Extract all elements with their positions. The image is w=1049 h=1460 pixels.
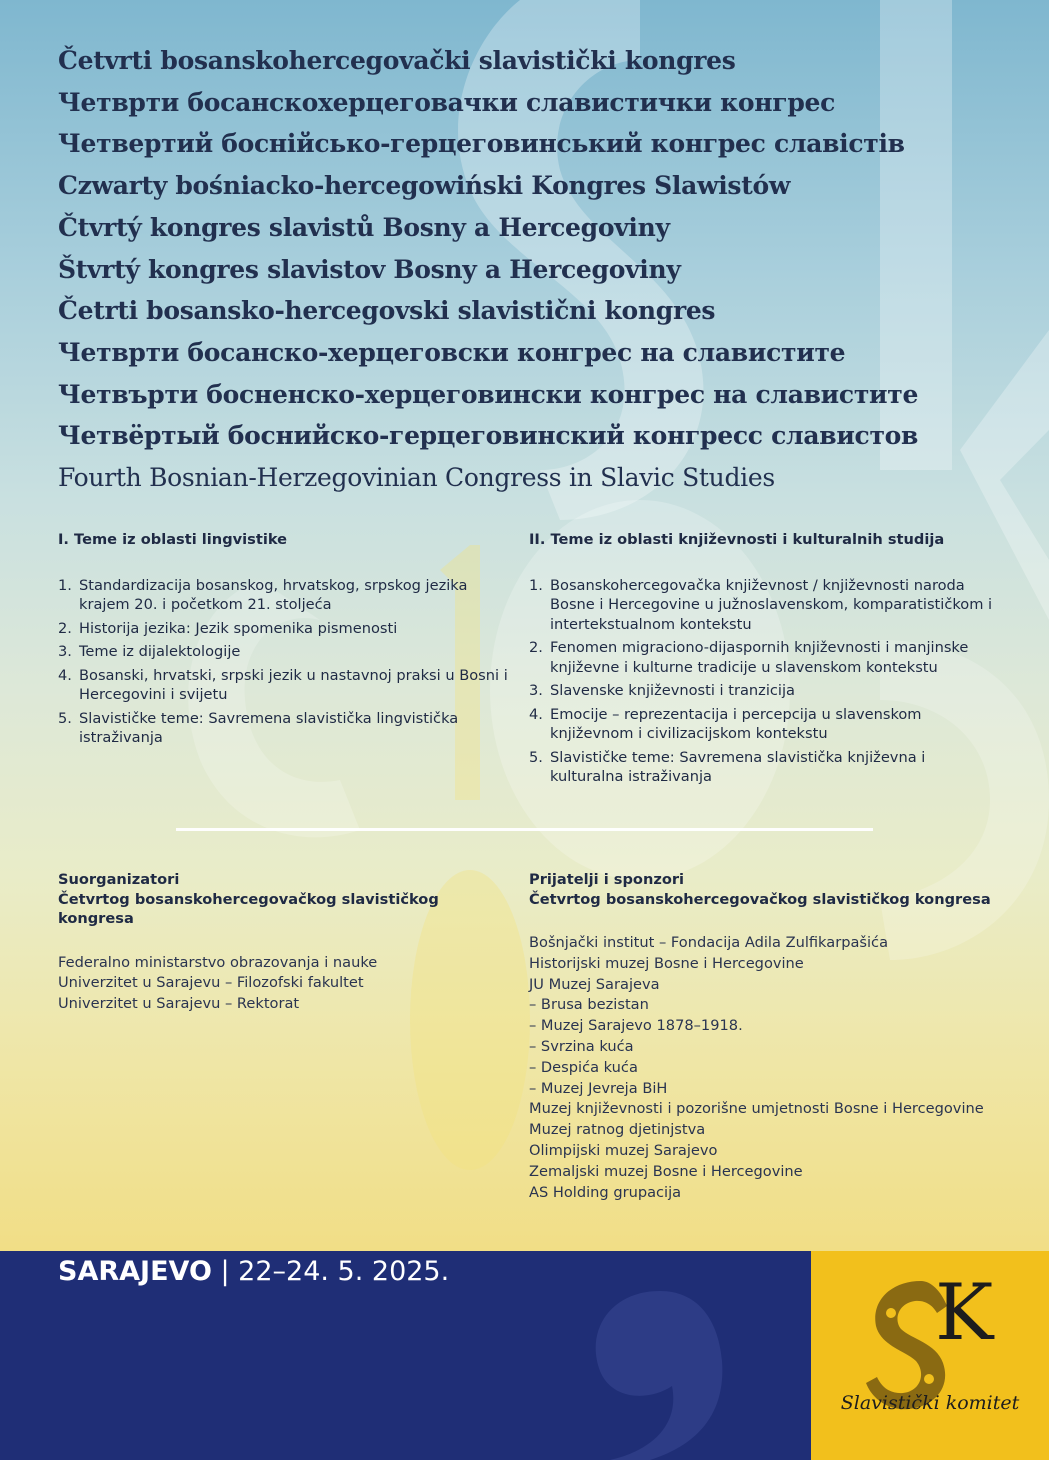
title-slovak: Štvrtý kongres slavistov Bosny a Hercegoviny <box>58 254 681 284</box>
literature-topics <box>529 530 999 791</box>
list-item: Federalno ministarstvo obrazovanja i nauke <box>58 953 378 971</box>
title-czech: Čtvrtý kongres slavistů Bosny a Hercegoviny <box>58 212 670 242</box>
list-item: Muzej književnosti i pozorišne umjetnosti Bosne i Hercegovine <box>529 1100 984 1118</box>
list-item: Univerzitet u Sarajevu – Filozofski fakultet <box>58 974 364 992</box>
list-item: 3. Slavenske književnosti i tranzicija <box>529 682 795 699</box>
linguistics-heading: I. Teme iz oblasti lingvistike <box>58 531 288 548</box>
list-item: 5. Slavističke teme: Savremena slavistička lingvistička istraživanja <box>58 709 459 746</box>
list-item: AS Holding grupacija <box>529 1183 682 1201</box>
list-item: Historijski muzej Bosne i Hercegovine <box>529 954 804 972</box>
title-macedonian: Четврти босанско-херцеговски конгрес на славистите <box>58 337 846 367</box>
coorganizers-heading: Suorganizatori Četvrtog bosanskohercegovačkog slavističkog kongresa <box>58 871 439 927</box>
city-name: SARAJEVO <box>58 1256 212 1287</box>
logo-letter: K <box>935 1268 994 1358</box>
sponsors-section <box>529 870 999 1203</box>
list-item: 4. Emocije – reprezentacija i percepcija u slavenskom književnom i civilizacijskom kontekstu <box>529 705 922 742</box>
list-item: – Muzej Sarajevo 1878–1918. <box>529 1017 743 1035</box>
list-item: Olimpijski muzej Sarajevo <box>529 1141 718 1159</box>
slavisticki-komitet-logo-icon <box>811 1251 1049 1460</box>
sponsors-list <box>529 933 999 1203</box>
list-item: – Muzej Jevreja BiH <box>529 1079 668 1097</box>
list-item: 1. Standardizacija bosanskog, hrvatskog, srpskog jezika krajem 20. i početkom 21. stoljeća <box>58 576 468 613</box>
list-item: 2. Fenomen migraciono-dijaspornih književnosti i manjinske književne i kulturne tradicije u slavenskom kontekstu <box>529 639 969 676</box>
separator: | <box>211 1256 239 1287</box>
list-item: Zemaljski muzej Bosne i Hercegovine <box>529 1162 803 1180</box>
title-russian: Четвёртый боснийско-герцеговинский конгресс славистов <box>58 421 919 451</box>
title-bulgarian: Четвърти босненско-херцеговински конгрес на славистите <box>58 379 919 409</box>
logo-panel <box>811 1251 1049 1460</box>
congress-titles <box>58 40 1018 499</box>
list-item: – Despića kuća <box>529 1058 638 1076</box>
logo-caption: Slavistički komitet <box>840 1392 1020 1414</box>
list-item: 3. Teme iz dijalektologije <box>58 643 241 660</box>
title-english: Fourth Bosnian-Herzegovinian Congress in Slavic Studies <box>58 463 775 493</box>
sponsors-heading: Prijatelji i sponzori Četvrtog bosanskohercegovačkog slavističkog kongresa <box>529 871 991 908</box>
literature-heading: II. Teme iz oblasti književnosti i kulturalnih studija <box>529 531 945 548</box>
coorganizers-list <box>58 953 508 1015</box>
title-bosnian: Četvrti bosanskohercegovački slavistički kongres <box>58 46 736 75</box>
list-item: 5. Slavističke teme: Savremena slavistička književna i kulturalna istraživanja <box>529 748 926 785</box>
literature-list <box>529 576 999 787</box>
list-item: Univerzitet u Sarajevu – Rektorat <box>58 995 300 1013</box>
title-serbian-cyrillic: Четврти босанскохерцеговачки славистички конгрес <box>58 87 836 117</box>
title-ukrainian: Четвертий боснійсько-герцеговинський конгрес славістів <box>58 129 905 159</box>
list-item: 4. Bosanski, hrvatski, srpski jezik u nastavnoj praksi u Bosni i Hercegovini i svijetu <box>58 666 508 703</box>
list-item: – Svrzina kuća <box>529 1037 634 1055</box>
section-divider <box>176 828 873 831</box>
list-item: Muzej ratnog djetinjstva <box>529 1121 706 1139</box>
linguistics-topics <box>58 530 508 752</box>
event-dates: 22–24. 5. 2025. <box>238 1256 450 1287</box>
coorganizers-section <box>58 870 508 1015</box>
event-place-date <box>58 1254 449 1290</box>
list-item: JU Muzej Sarajeva <box>529 975 660 993</box>
list-item: 1. Bosanskohercegovačka književnost / književnosti naroda Bosne i Hercegovine u južnoslavenskom, komparatističkom i intertekstualnom kontekstu <box>529 576 993 633</box>
title-slovenian: Četrti bosansko-hercegovski slavistični kongres <box>58 296 716 326</box>
list-item: 2. Historija jezika: Jezik spomenika pismenosti <box>58 619 398 637</box>
linguistics-list <box>58 576 508 748</box>
title-polish: Czwarty bośniacko-hercegowiński Kongres Slawistów <box>58 171 791 201</box>
list-item: Bošnjački institut – Fondacija Adila Zulfikarpašića <box>529 934 889 951</box>
list-item: – Brusa bezistan <box>529 996 649 1014</box>
